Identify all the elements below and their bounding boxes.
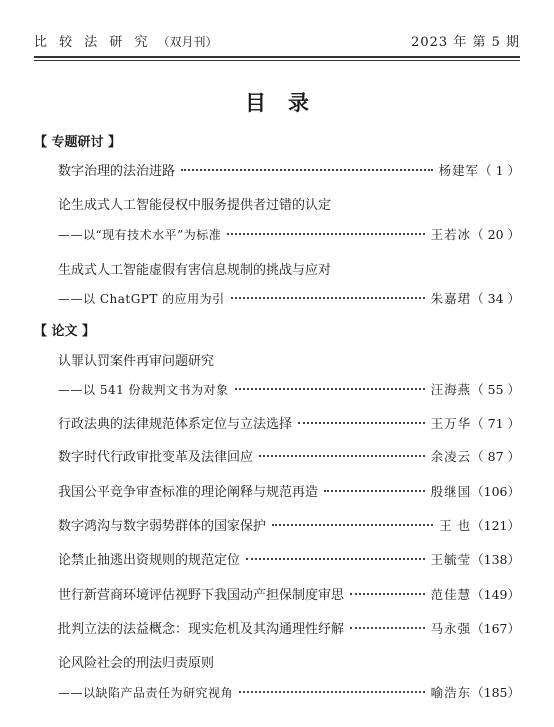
entry-page: （167）: [471, 621, 520, 636]
entry-title: 生成式人工智能虚假有害信息规制的挑战与应对: [58, 263, 332, 278]
toc-entry[interactable]: [58, 549, 520, 569]
entry-title: 数字鸿沟与数字弱势群体的国家保护: [58, 519, 267, 534]
leader-dots: [246, 558, 425, 560]
entry-author: 朱嘉珺: [430, 291, 472, 306]
entry-page: （121）: [471, 518, 520, 533]
entry-author: 王万华: [430, 416, 472, 431]
toc-entry-heading[interactable]: [58, 652, 520, 672]
leader-dots: [259, 455, 425, 457]
entry-page: （ 71 ）: [471, 416, 520, 431]
journal-frequency: （双月刊）: [157, 35, 218, 49]
leader-dots: [227, 233, 424, 235]
leader-dots: [231, 297, 425, 299]
toc-entry-heading[interactable]: [58, 194, 520, 214]
header-rule-thin: [34, 60, 520, 61]
entry-author: 王若冰: [430, 227, 472, 242]
toc-entry[interactable]: [58, 584, 520, 604]
entry-page: （ 20 ）: [471, 227, 520, 242]
entry-author: 马永强: [430, 621, 472, 636]
entry-author: 王毓莹: [430, 552, 472, 567]
entry-author: 王 也: [439, 518, 472, 533]
entry-title: 论风险社会的刑法归责原则: [58, 656, 215, 671]
entry-title: 批判立法的法益概念：现实危机及其沟通理性纾解: [58, 622, 345, 637]
toc-entry-heading[interactable]: [58, 259, 520, 279]
entry-title: 论禁止抽逃出资规则的规范定位: [58, 553, 241, 568]
toc-entry[interactable]: [58, 446, 520, 466]
toc-entry[interactable]: [58, 618, 520, 638]
journal-name-group: [34, 31, 218, 50]
entry-title: 行政法典的法律规范体系定位与立法选择: [58, 417, 293, 432]
entry-subtitle: ——以缺陷产品责任为研究视角: [58, 686, 234, 700]
leader-dots: [181, 169, 433, 171]
header-rule-thick: [34, 56, 520, 58]
running-header: [34, 26, 520, 50]
entry-author: 杨建军: [438, 163, 480, 178]
entry-author: 喻浩东: [430, 685, 472, 700]
leader-dots: [239, 691, 425, 693]
entry-subtitle: ——以“现有技术水平”为标准: [58, 228, 222, 242]
leader-dots: [350, 627, 425, 629]
entry-author: 余凌云: [430, 449, 472, 464]
section-label-special-topic: 【 专题研讨 】: [34, 135, 122, 150]
entry-page: （185）: [471, 685, 520, 700]
entry-author: 殷继国: [430, 484, 472, 499]
entry-subtitle: ——以 ChatGPT 的应用为引: [58, 292, 225, 306]
entry-page: （138）: [471, 552, 520, 567]
leader-dots: [272, 524, 433, 526]
entry-title: 数字治理的法治进路: [58, 164, 176, 179]
entry-page: （ 87 ）: [471, 449, 520, 464]
toc-entry-subline[interactable]: [58, 225, 520, 245]
leader-dots: [350, 593, 425, 595]
issue-number: 2023 年 第 5 期: [411, 35, 520, 50]
entry-title: 我国公平竞争审查标准的理论阐释与规范再造: [58, 485, 319, 500]
toc-entry[interactable]: [58, 481, 520, 501]
leader-dots: [324, 490, 425, 492]
entry-page: （ 55 ）: [471, 382, 520, 397]
toc-entry[interactable]: [58, 160, 520, 180]
journal-name: 比 较 法 研 究: [34, 35, 152, 50]
toc-entry[interactable]: [58, 515, 520, 535]
entry-title: 数字时代行政审批变革及法律回应: [58, 450, 254, 465]
leader-dots: [298, 422, 425, 424]
entry-title: 认罪认罚案件再审问题研究: [58, 354, 215, 369]
entry-title: 论生成式人工智能侵权中服务提供者过错的认定: [58, 198, 332, 213]
toc-entry-subline[interactable]: [58, 683, 520, 703]
section-label-articles: 【 论文 】: [34, 324, 96, 339]
entry-page: （ 1 ）: [479, 163, 520, 178]
toc-entry-heading[interactable]: [58, 350, 520, 370]
toc-entry-subline[interactable]: [58, 380, 520, 400]
page-title: 目录: [245, 91, 331, 115]
leader-dots: [235, 388, 425, 390]
entry-page: （106）: [471, 484, 520, 499]
entry-subtitle: ——以 541 份裁判文书为对象: [58, 383, 229, 397]
entry-page: （ 34 ）: [471, 291, 520, 306]
entry-title: 世行新营商环境评估视野下我国动产担保制度审思: [58, 588, 345, 603]
toc-entry[interactable]: [58, 413, 520, 433]
entry-page: （149）: [471, 587, 520, 602]
entry-author: 汪海燕: [430, 382, 472, 397]
entry-author: 范佳慧: [430, 587, 472, 602]
toc-entry-subline[interactable]: [58, 289, 520, 309]
